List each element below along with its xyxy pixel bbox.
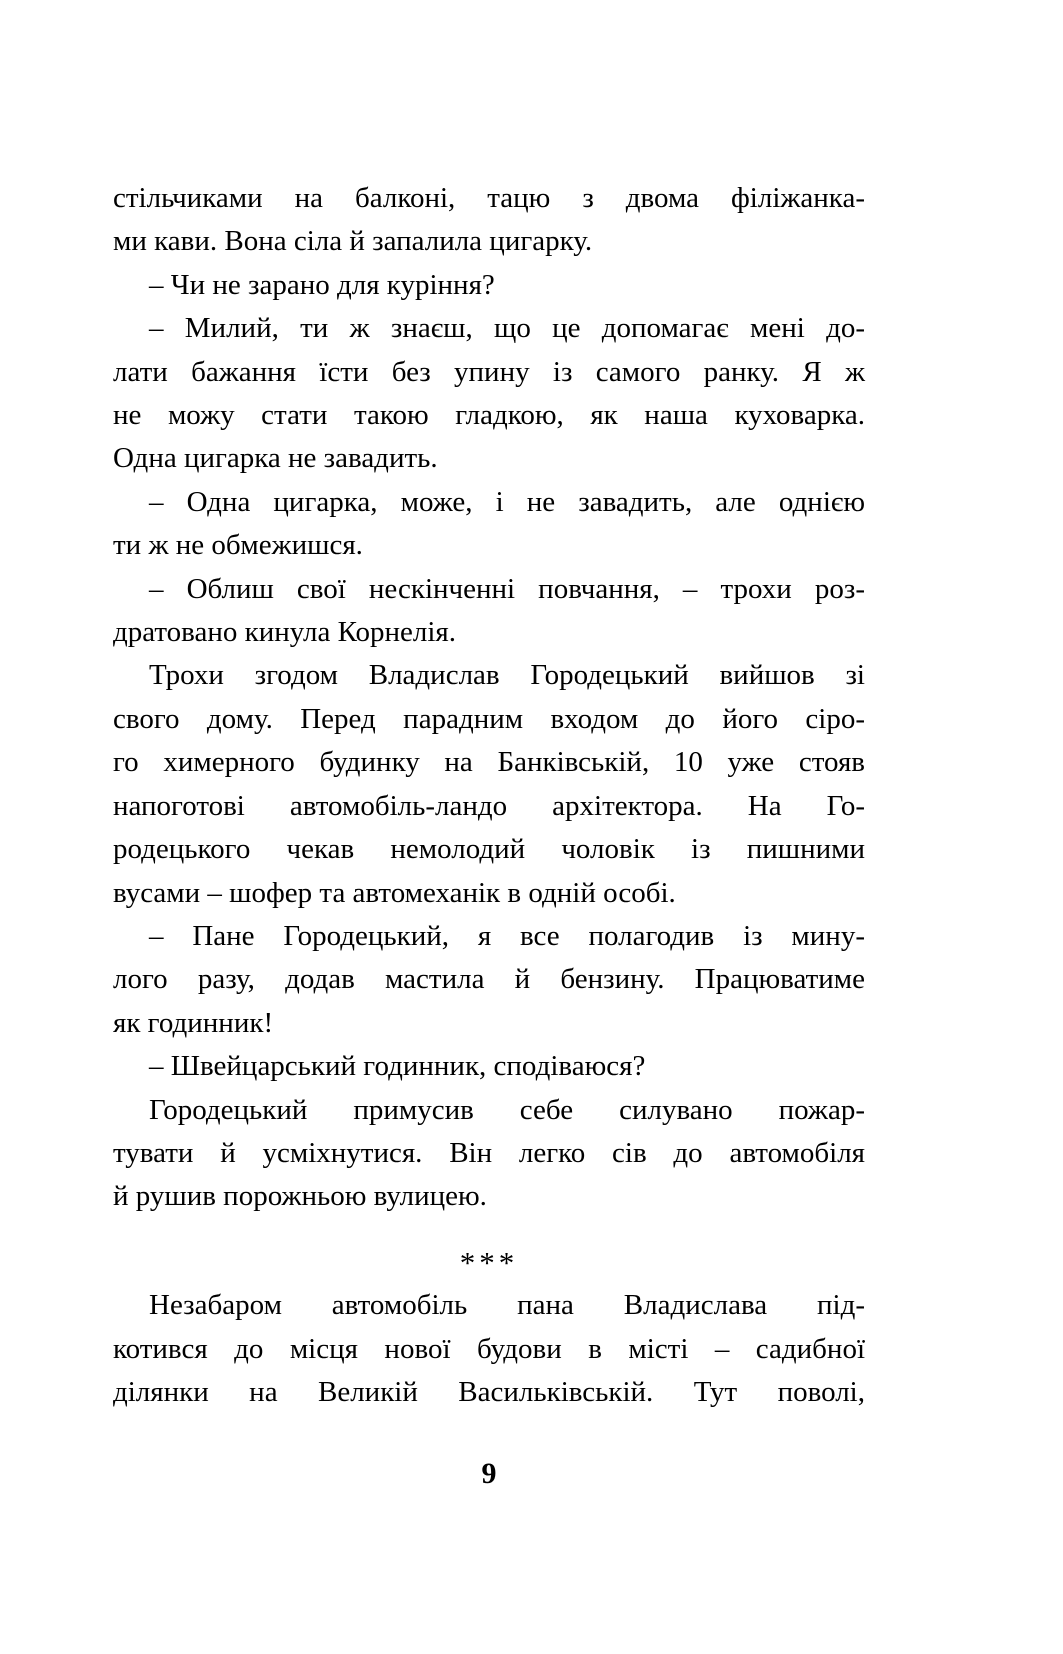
text-line: Городецький примусив себе силувано пожар- — [149, 1093, 865, 1126]
text-line: – Чи не зарано для куріння? — [149, 268, 495, 301]
text-line: тувати й усміхнутися. Він легко сів до автомобіля — [113, 1136, 865, 1169]
text-line: родецького чекав немолодий чоловік із пишними — [113, 833, 865, 866]
paragraph-block-top — [113, 177, 865, 1219]
text-line: свого дому. Перед парадним входом до його сіро- — [113, 702, 865, 735]
text-line: – Облиш свої нескінченні повчання, – трохи роз- — [149, 572, 865, 605]
paragraph-block-bottom — [113, 1284, 865, 1414]
text-line: Незабаром автомобіль пана Владислава під- — [149, 1289, 865, 1322]
text-line: – Пане Городецький, я все полагодив із мину- — [149, 919, 865, 952]
text-line: – Милий, ти ж знаєш, що це допомагає мені до- — [149, 312, 865, 345]
text-line: ми кави. Вона сіла й запалила цигарку. — [113, 225, 593, 258]
text-line: Одна цигарка не завадить. — [113, 442, 438, 475]
text-line: – Швейцарський годинник, сподіваюся? — [149, 1050, 646, 1083]
text-line: вусами – шофер та автомеханік в одній особі. — [113, 876, 676, 909]
text-line: не можу стати такою гладкою, як наша куховарка. — [113, 399, 865, 432]
text-line: як годинник! — [113, 1006, 274, 1039]
text-line: Трохи згодом Владислав Городецький вийшов зі — [149, 659, 865, 692]
text-line: го химерного будинку на Банківській, 10 уже стояв — [113, 746, 865, 779]
section-separator: *** — [459, 1244, 519, 1280]
text-column — [113, 177, 865, 1414]
text-line: котився до місця нової будови в місті – садибної — [113, 1332, 865, 1365]
text-line: лого разу, додав мастила й бензину. Працюватиме — [113, 963, 865, 996]
text-line: лати бажання їсти без упину із самого ранку. Я ж — [113, 355, 865, 388]
text-line: – Одна цигарка, може, і не завадить, але однією — [149, 485, 865, 518]
text-line: стільчиками на балконі, тацю з двома філіжанка- — [113, 182, 865, 214]
text-line: дратовано кинула Корнелія. — [113, 616, 456, 649]
text-line: ти ж не обмежишся. — [113, 529, 363, 562]
text-line: й рушив порожньою вулицею. — [113, 1180, 487, 1213]
text-line: ділянки на Великій Васильківській. Тут поволі, — [113, 1375, 865, 1408]
page-number: 9 — [481, 1457, 497, 1490]
text-line: напоготові автомобіль-ландо архітектора. На Го- — [113, 789, 865, 822]
